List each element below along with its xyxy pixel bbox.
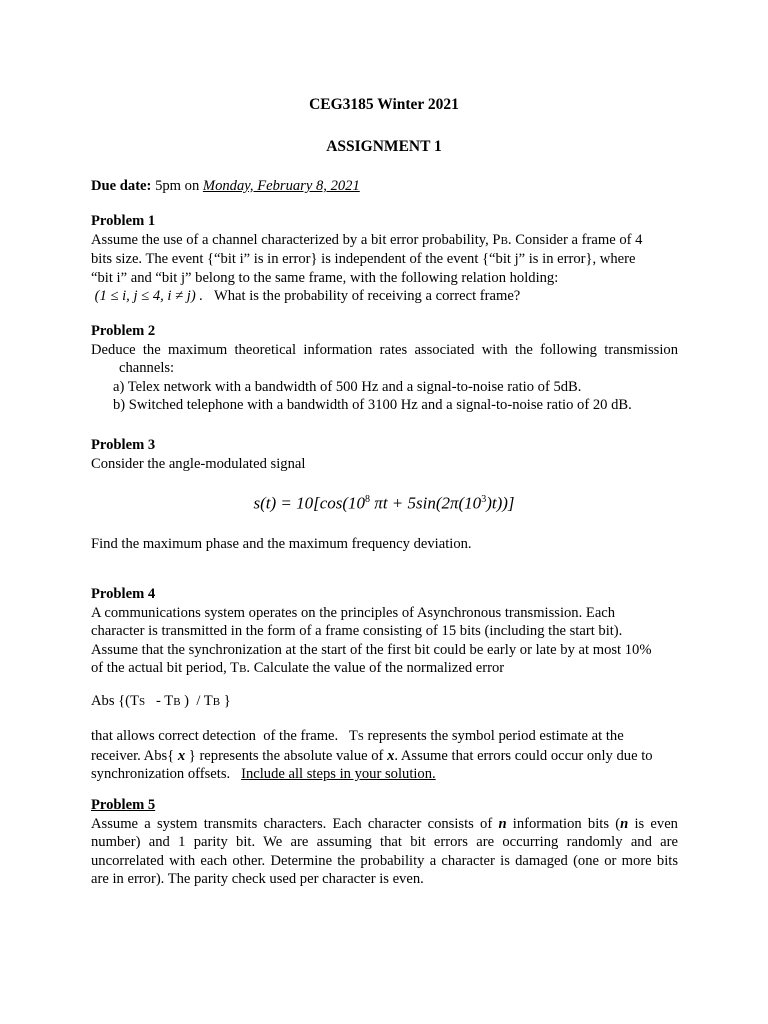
problem-1-line-1: Assume the use of a channel characterized by a bit error probability, PB. Consider a frame of 4 <box>91 231 643 248</box>
problem-2-intro-line-2: channels: <box>119 360 175 376</box>
problem-1-line-2: bits size. The event {“bit i” is in error} is independent of the event {“bit j” is in error}, where <box>91 251 636 267</box>
problem-2-item-b: b) Switched telephone with a bandwidth of 3100 Hz and a signal-to-noise ratio of 20 dB. <box>113 397 632 413</box>
problem-3-formula: $s(t) = 10[\cos(10^8$ $\pi t + 5\sin(2\pi(10^3)t)$)] <box>253 493 515 513</box>
problem-5 <box>91 796 678 889</box>
course-title: CEG3185 Winter 2021 <box>309 96 459 113</box>
problem-5-line-1: Assume a system transmits characters. Each character consists of n information bits (n is even <box>91 815 678 832</box>
problem-2-heading: Problem 2 <box>91 323 156 339</box>
problem-4-heading: Problem 4 <box>91 586 156 602</box>
problem-3 <box>91 436 678 473</box>
problem-1 <box>91 212 678 306</box>
problem-3-intro: Consider the angle-modulated signal <box>91 455 306 472</box>
problem-4-abs-expression: Abs {(TS - TB ) / TB } <box>91 693 231 709</box>
problem-3-question: Find the maximum phase and the maximum frequency deviation. <box>91 536 472 552</box>
problem-2-list <box>91 378 678 415</box>
assignment-title: ASSIGNMENT 1 <box>326 138 442 155</box>
problem-4 <box>91 585 678 679</box>
problem-4-line-1: A communications system operates on the principles of Asynchronous transmission. Each <box>91 604 616 621</box>
problem-4-line-3: Assume that the synchronization at the start of the first bit could be early or late by at most 10% <box>91 641 652 658</box>
problem-5-heading: Problem 5 <box>91 797 156 813</box>
problem-2-item-a: a) Telex network with a bandwidth of 500 Hz and a signal-to-noise ratio of 5dB. <box>113 378 582 395</box>
problem-2 <box>91 322 678 415</box>
problem-1-line-4 <box>91 287 678 306</box>
due-date-label: Due date: <box>91 178 152 194</box>
problem-4-paragraph-2 <box>91 727 678 784</box>
problem-1-question: What is the probability of receiving a correct frame? <box>213 288 521 304</box>
due-time: 5pm on <box>155 178 200 194</box>
problem-4-para2-line-1: that allows correct detection of the frame. TS represents the symbol period estimate at the <box>91 728 624 744</box>
problem-3-heading: Problem 3 <box>91 437 156 453</box>
problem-4-para2-line-2: receiver. Abs{ x } represents the absolute value of x. Assume that errors could occur only due to <box>91 747 653 764</box>
problem-5-line-4: are in error). The parity check used per character is even. <box>91 871 424 887</box>
problem-4-line-4: of the actual bit period, TB. Calculate the value of the normalized error <box>91 660 505 676</box>
problem-1-relation: (1 ≤ i, j ≤ 4, i ≠ j) . <box>94 288 203 304</box>
problem-4-instruction: Include all steps in your solution. <box>241 766 436 782</box>
problem-5-line-3: uncorrelated with each other. Determine the probability a character is damaged (one or more bits <box>91 852 678 869</box>
problem-4-line-2: character is transmitted in the form of a frame consisting of 15 bits (including the start bit). <box>91 623 623 639</box>
problem-5-line-2: number) and 1 parity bit. We are assuming that bit errors are occurring randomly and are <box>91 834 678 850</box>
due-date-line <box>91 177 678 196</box>
problem-1-line-3: “bit i” and “bit j” belong to the same frame, with the following relation holding: <box>91 269 559 286</box>
problem-2-intro-line-1: Deduce the maximum theoretical information rates associated with the following transmission <box>91 341 678 358</box>
due-date-value: Monday, February 8, 2021 <box>202 178 360 194</box>
problem-4-para2-line-3: synchronization offsets. Include all steps in your solution. <box>91 766 436 782</box>
problem-1-heading: Problem 1 <box>91 213 156 229</box>
